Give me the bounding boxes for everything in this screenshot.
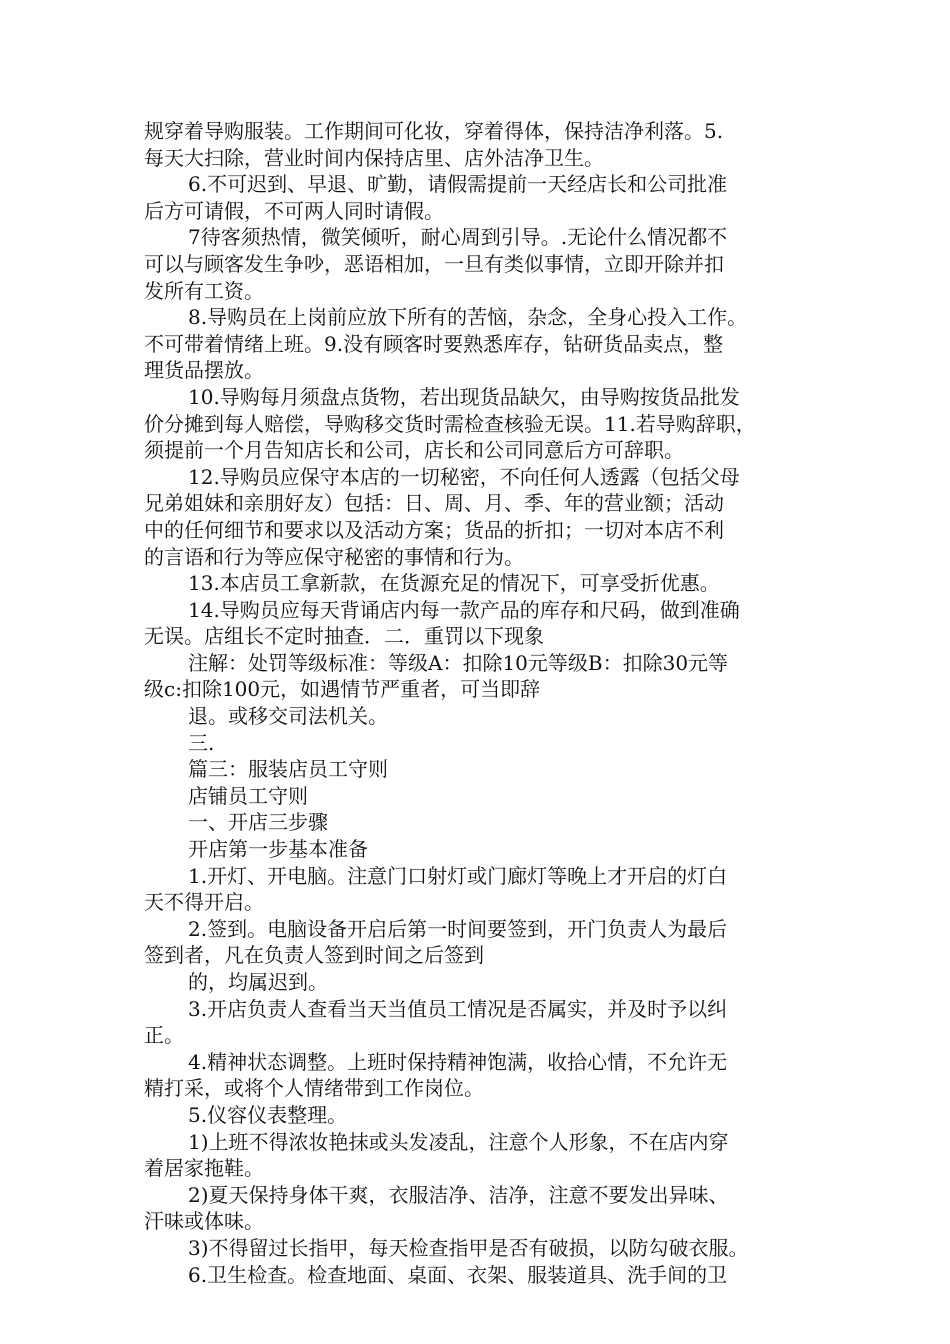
text-line: 3.开店负责人查看当天当值员工情况是否属实，并及时予以纠	[188, 996, 728, 1021]
text-line: 发所有工资。	[144, 278, 264, 303]
text-line: 开店第一步基本准备	[188, 837, 368, 862]
text-line: 7待客须热情，微笑倾听，耐心周到引导。.无论什么情况都不	[188, 225, 728, 250]
text-line: 级c:扣除100元，如遇情节严重者，可当即辞	[144, 677, 541, 702]
text-line: 退。或移交司法机关。	[188, 704, 388, 729]
text-line: 6.不可迟到、早退、旷勤，请假需提前一天经店长和公司批准	[188, 172, 728, 197]
text-line: 精打采，或将个人情绪带到工作岗位。	[144, 1076, 484, 1101]
text-line: 规穿着导购服装。工作期间可化妆，穿着得体，保持洁净利落。5.	[144, 119, 724, 143]
text-line: 签到者，凡在负责人签到时间之后签到	[144, 943, 484, 968]
text-line: 后方可请假，不可两人同时请假。	[144, 198, 444, 223]
text-line: 的，均属迟到。	[188, 970, 328, 994]
text-line: 理货品摆放。	[144, 358, 264, 383]
text-line: 汗味或体味。	[144, 1209, 264, 1234]
text-line: 1.开灯、开电脑。注意门口射灯或门廊灯等晚上才开启的灯白	[188, 863, 728, 888]
text-line: 着居家拖鞋。	[144, 1156, 264, 1181]
text-line: 须提前一个月告知店长和公司，店长和公司同意后方可辞职。	[144, 438, 684, 463]
text-line: 可以与顾客发生争吵，恶语相加，一旦有类似事情，立即开除并扣	[144, 251, 724, 276]
text-line: 正。	[144, 1023, 184, 1048]
text-line: 一、开店三步骤	[188, 810, 328, 835]
text-line: 三.	[188, 730, 215, 755]
text-line: 4.精神状态调整。上班时保持精神饱满，收拾心情，不允许无	[188, 1049, 728, 1074]
text-line: 不可带着情绪上班。9.没有顾客时要熟悉库存，钻研货品卖点，整	[144, 331, 724, 356]
text-line: 13.本店员工拿新款，在货源充足的情况下，可享受折优惠。	[188, 571, 720, 596]
text-line: 10.导购每月须盘点货物，若出现货品缺欠，由导购按货品批发	[188, 384, 740, 409]
document-page	[144, 118, 810, 1288]
text-line: 中的任何细节和要求以及活动方案；货品的折扣；一切对本店不利	[144, 517, 724, 542]
text-line: 价分摊到每人赔偿，导购移交货时需检查核验无误。11.若导购辞职，	[144, 411, 756, 436]
text-line: 1)上班不得浓妆艳抹或头发凌乱，注意个人形象，不在店内穿	[188, 1129, 729, 1154]
text-line: 的言语和行为等应保守秘密的事情和行为。	[144, 544, 524, 569]
text-line: 店铺员工守则	[188, 783, 308, 808]
text-line: 注解：处罚等级标准：等级A：扣除10元等级B：扣除30元等	[188, 650, 729, 675]
text-line: 12.导购员应保守本店的一切秘密，不向任何人透露（包括父母	[188, 464, 740, 489]
text-line: 5.仪容仪表整理。	[188, 1102, 348, 1127]
text-line: 3)不得留过长指甲，每天检查指甲是否有破损，以防勾破衣服。	[188, 1235, 749, 1260]
text-line: 2.签到。电脑设备开启后第一时间要签到，开门负责人为最后	[188, 916, 728, 941]
text-line: 8.导购员在上岗前应放下所有的苦恼，杂念，全身心投入工作。	[188, 305, 748, 330]
text-line: 无误。店组长不定时抽查．二．重罚以下现象	[144, 624, 544, 649]
text-line: 天不得开启。	[144, 890, 264, 915]
text-line: 2)夏天保持身体干爽，衣服洁净、洁净，注意不要发出异味、	[188, 1182, 729, 1207]
text-line: 14.导购员应每天背诵店内每一款产品的库存和尺码，做到准确	[188, 597, 740, 622]
text-line: 兄弟姐妹和亲朋好友）包括：日、周、月、季、年的营业额；活动	[144, 491, 724, 516]
text-line: 篇三：服装店员工守则	[188, 757, 388, 782]
text-line: 6.卫生检查。检查地面、桌面、衣架、服装道具、洗手间的卫	[188, 1262, 728, 1287]
text-line: 每天大扫除，营业时间内保持店里、店外洁净卫生。	[144, 145, 604, 170]
